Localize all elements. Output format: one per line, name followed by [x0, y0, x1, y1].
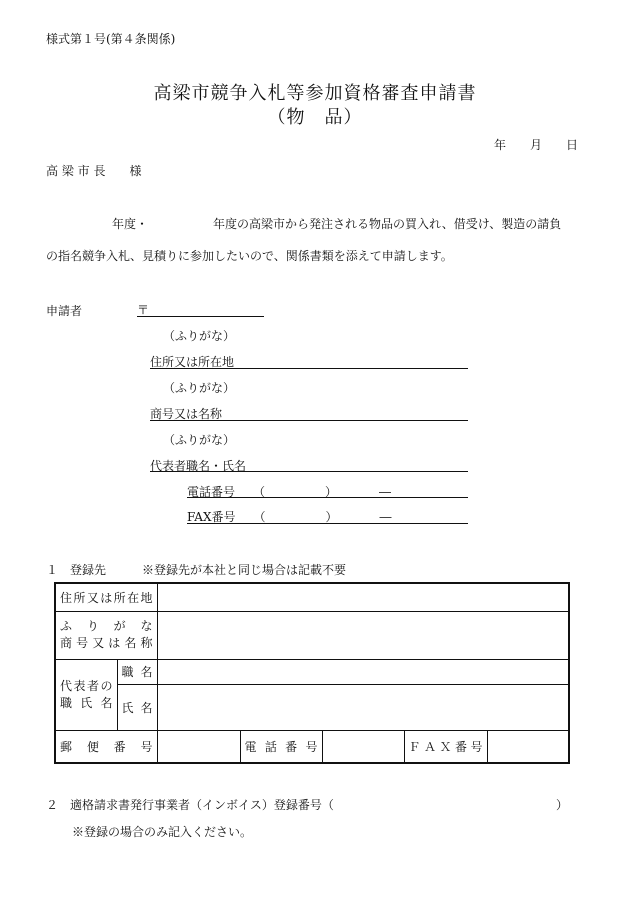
address-furigana-label: （ふりがな） — [163, 329, 236, 343]
table-address-field[interactable] — [157, 583, 569, 611]
fax-field[interactable] — [187, 523, 468, 524]
addressee: 高 梁 市 長 様 — [46, 164, 142, 178]
company-label: 商号又は名称 — [150, 407, 223, 421]
representative-label: 代表者職名・氏名 — [150, 459, 247, 473]
table-company-label: ふ り が な 商号又は名称 — [55, 611, 157, 659]
table-company-field[interactable] — [157, 611, 569, 659]
address-label: 住所又は所在地 — [150, 355, 235, 369]
address-field[interactable] — [150, 368, 468, 369]
table-title-field[interactable] — [157, 659, 569, 684]
table-name-field[interactable] — [157, 684, 569, 730]
table-name-label: 氏 名 — [117, 684, 157, 730]
registration-table — [54, 582, 570, 764]
company-furigana-label: （ふりがな） — [163, 381, 236, 395]
phone-label: 電話番号 （ ） ― — [187, 485, 392, 499]
fiscal-year-prefix: 年度・ — [112, 217, 149, 231]
company-field[interactable] — [150, 420, 468, 421]
fax-label: FAX番号 （ ） ― — [187, 510, 392, 524]
section2-heading: ２ 適格請求書発行事業者（インボイス）登録番号（ — [46, 798, 334, 812]
postal-code-field[interactable] — [137, 316, 264, 317]
postal-mark: 〒 — [137, 303, 150, 317]
section1-heading: １ 登録先 — [46, 563, 107, 577]
body-line-1: 年度の高梁市から発注される物品の買入れ、借受け、製造の請負 — [213, 217, 562, 231]
table-phone-label: 電 話 番 号 — [240, 730, 322, 763]
page-title: 高梁市競争入札等参加資格審査申請書 — [153, 83, 477, 104]
date-field[interactable]: 年 月 日 — [494, 138, 579, 152]
table-postal-field[interactable] — [157, 730, 240, 763]
table-fax-field[interactable] — [487, 730, 569, 763]
table-address-label: 住所又は所在地 — [55, 583, 157, 611]
table-title-label: 職名 — [117, 659, 157, 684]
body-line-2: の指名競争入札、見積りに参加したいので、関係書類を添えて申請します。 — [46, 249, 453, 263]
table-fax-label: ＦＡＸ番号 — [404, 730, 487, 763]
section1-note: ※登録先が本社と同じ場合は記載不要 — [142, 563, 347, 577]
phone-field[interactable] — [187, 497, 468, 498]
table-postal-label: 郵 便 番 号 — [55, 730, 157, 763]
table-phone-field[interactable] — [322, 730, 404, 763]
invoice-number-field[interactable] — [358, 796, 554, 810]
table-representative-label: 代表者の 職 氏 名 — [55, 659, 117, 730]
representative-field[interactable] — [150, 471, 468, 472]
section2-note: ※登録の場合のみ記入ください。 — [72, 825, 253, 839]
form-number: 様式第１号(第４条関係) — [46, 32, 176, 46]
page-subtitle: （物 品） — [267, 107, 363, 128]
section2-close: ） — [556, 798, 569, 812]
representative-furigana-label: （ふりがな） — [163, 433, 236, 447]
applicant-label: 申請者 — [46, 304, 83, 318]
